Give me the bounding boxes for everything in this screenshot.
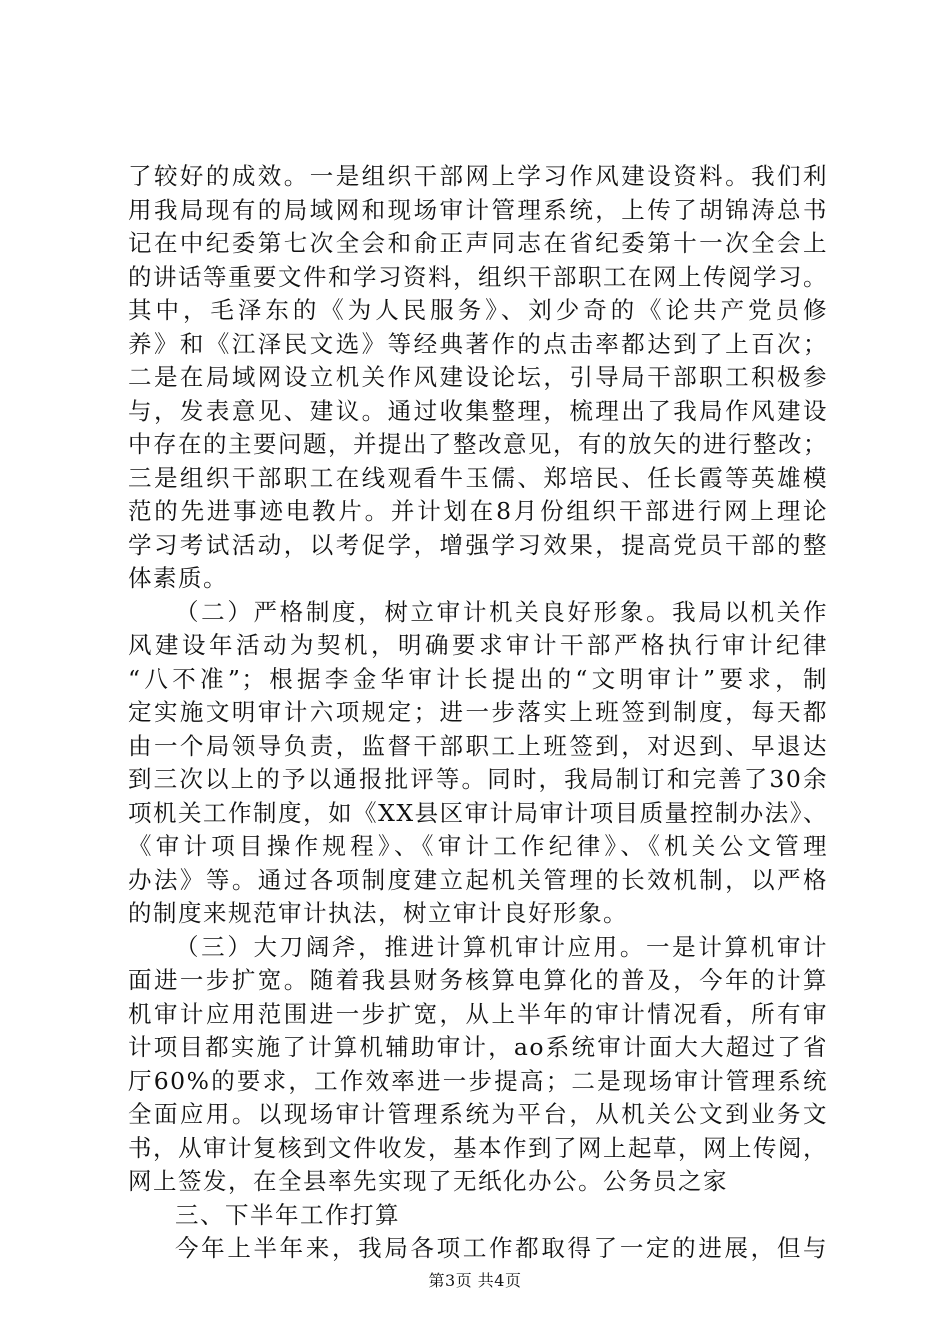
text-line: 了较好的成效。一是组织干部网上学习作风建设资料。我们利 xyxy=(128,162,828,190)
text-line: 范的先进事迹电教片。并计划在8月份组织干部进行网上理论 xyxy=(128,497,828,525)
text-line: 风建设年活动为契机，明确要求审计干部严格执行审计纪律 xyxy=(128,631,828,659)
text-line: （二）严格制度，树立审计机关良好形象。我局以机关作 xyxy=(175,597,828,626)
text-line: 项机关工作制度，如《XX县区审计局审计项目质量控制办法》、 xyxy=(128,798,828,827)
text-line: 三、下半年工作打算 xyxy=(175,1200,400,1229)
text-line: 《审计项目操作规程》、《审计工作纪律》、《机关公文管理 xyxy=(128,832,828,860)
text-line: 三是组织干部职工在线观看牛玉儒、郑培民、任长霞等英雄模 xyxy=(128,463,828,492)
text-line: 计项目都实施了计算机辅助审计，ao系统审计面大大超过了省 xyxy=(128,1033,828,1061)
text-line: 机审计应用范围进一步扩宽，从上半年的审计情况看，所有审 xyxy=(128,999,828,1028)
text-line: 今年上半年来，我局各项工作都取得了一定的进展，但与 xyxy=(175,1234,828,1262)
text-line: 面进一步扩宽。随着我县财务核算电算化的普及，今年的计算 xyxy=(128,966,828,994)
text-line: 厅60%的要求，工作效率进一步提高；二是现场审计管理系统 xyxy=(128,1066,828,1095)
body-text xyxy=(128,160,828,1266)
text-line: 与，发表意见、建议。通过收集整理，梳理出了我局作风建设 xyxy=(128,396,828,425)
text-line: （三）大刀阔斧，推进计算机审计应用。一是计算机审计 xyxy=(175,932,828,961)
text-line: 到三次以上的予以通报批评等。同时，我局制订和完善了30余 xyxy=(128,765,828,793)
text-line: 中存在的主要问题，并提出了整改意见，有的放矢的进行整改； xyxy=(128,430,828,458)
text-line: 全面应用。以现场审计管理系统为平台，从机关公文到业务文 xyxy=(128,1100,828,1128)
text-line: 的制度来规范审计执法，树立审计良好形象。 xyxy=(128,899,628,927)
text-line: 由一个局领导负责，监督干部职工上班签到，对迟到、早退达 xyxy=(128,731,828,760)
text-line: 体素质。 xyxy=(128,564,228,592)
text-line: 定实施文明审计六项规定；进一步落实上班签到制度，每天都 xyxy=(128,698,828,726)
text-line: 的讲话等重要文件和学习资料，组织干部职工在网上传阅学习。 xyxy=(128,262,828,291)
text-line: 书，从审计复核到文件收发，基本作到了网上起草，网上传阅， xyxy=(128,1133,828,1162)
text-line: 其中，毛泽东的《为人民服务》、刘少奇的《论共产党员修 xyxy=(128,296,828,324)
text-line: 网上签发，在全县率先实现了无纸化办公。公务员之家 xyxy=(128,1167,728,1195)
page-footer: 第3页 共4页 xyxy=(428,1271,522,1290)
text-line: 办法》等。通过各项制度建立起机关管理的长效机制，以严格 xyxy=(128,865,828,894)
text-line: 用我局现有的局域网和现场审计管理系统，上传了胡锦涛总书 xyxy=(128,195,828,224)
text-line: 养》和《江泽民文选》等经典著作的点击率都达到了上百次； xyxy=(128,329,828,358)
text-line: 学习考试活动，以考促学，增强学习效果，提高党员干部的整 xyxy=(128,530,828,559)
text-line: “八不准”；根据李金华审计长提出的“文明审计”要求，制 xyxy=(128,664,828,693)
text-line: 记在中纪委第七次全会和俞正声同志在省纪委第十一次全会上 xyxy=(128,229,828,257)
text-line: 二是在局域网设立机关作风建设论坛，引导局干部职工积极参 xyxy=(128,363,828,391)
